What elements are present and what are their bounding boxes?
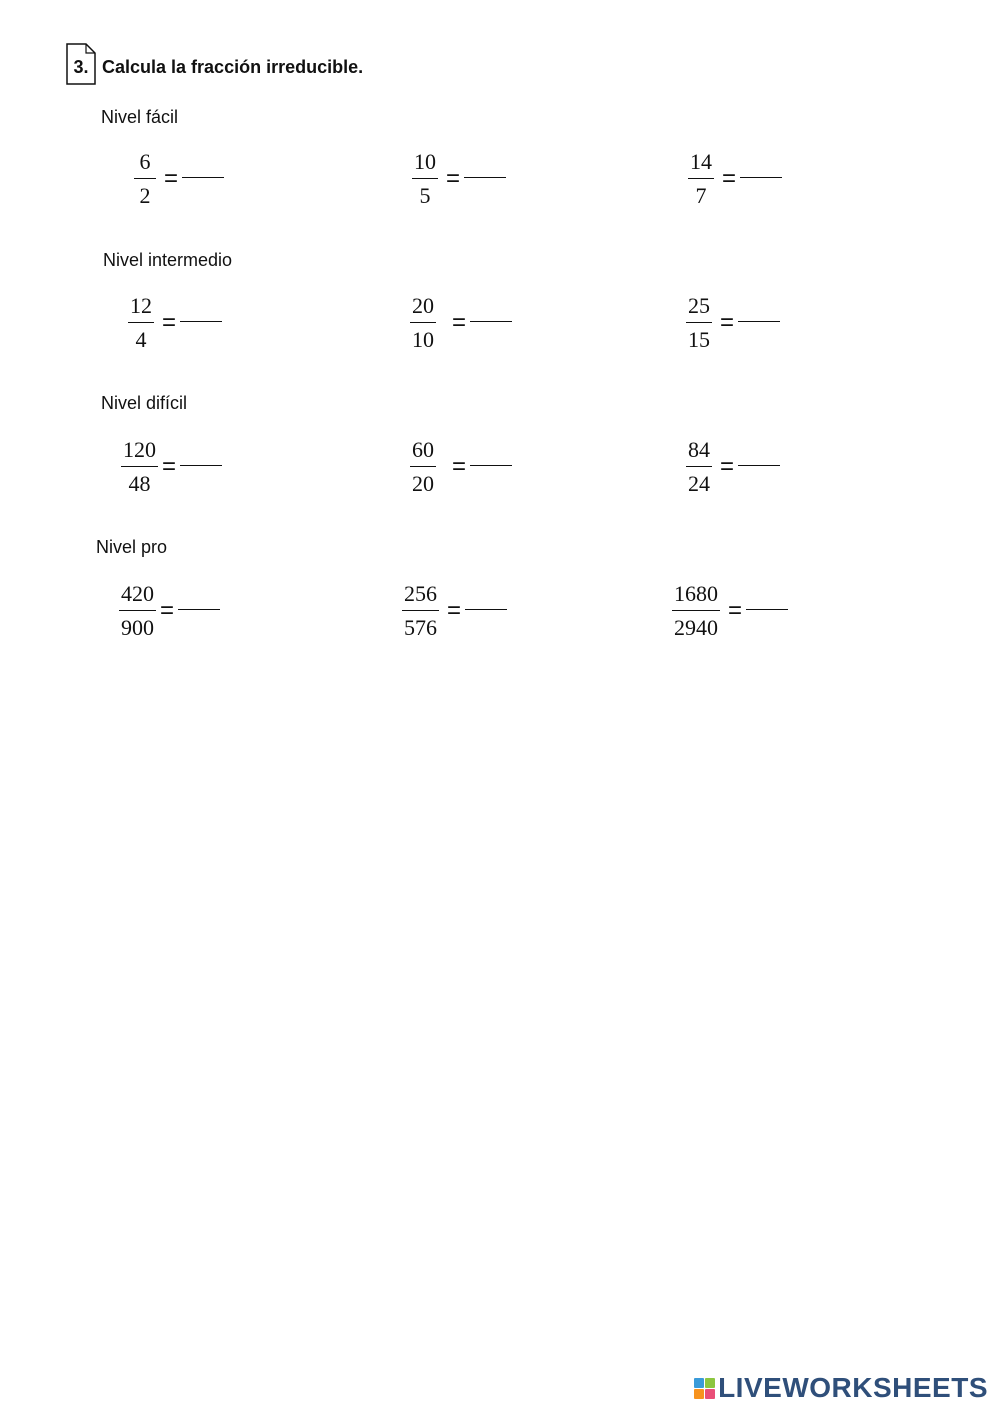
fraction: [128, 295, 154, 351]
level-label-facil: Nivel fácil: [101, 107, 179, 127]
answer-input[interactable]: [180, 321, 222, 322]
fraction: [410, 439, 436, 495]
fraction: [402, 583, 439, 639]
exercise-item: [412, 144, 506, 214]
exercise-item: [410, 432, 512, 502]
fraction: [686, 295, 712, 351]
logo-text: LIVEWORKSHEETS: [718, 1372, 988, 1403]
fraction-numerator: 14: [688, 151, 714, 179]
logo-square-icon: [694, 1389, 704, 1399]
logo-square-icon: [705, 1389, 715, 1399]
exercise-header: [66, 42, 363, 86]
fraction-denominator: 2940: [674, 615, 718, 640]
fraction: [410, 295, 436, 351]
logo-square-icon: [705, 1378, 715, 1388]
fraction: [672, 583, 720, 639]
equals-sign: =: [452, 453, 467, 480]
equals-sign: =: [160, 597, 175, 624]
fraction: [119, 583, 156, 639]
fraction-numerator: 25: [686, 295, 712, 323]
exercise-item: [410, 288, 512, 358]
answer-input[interactable]: [738, 321, 780, 322]
fraction-denominator: 15: [688, 327, 710, 352]
fraction-numerator: 6: [134, 151, 156, 179]
exercise-item: [121, 432, 222, 502]
liveworksheets-logo: [694, 1372, 988, 1404]
fraction-denominator: 900: [121, 615, 154, 640]
fraction-denominator: 7: [695, 183, 707, 208]
fraction-numerator: 60: [410, 439, 436, 467]
fraction-numerator: 120: [121, 439, 158, 467]
fraction-numerator: 1680: [672, 583, 720, 611]
equals-sign: =: [162, 453, 177, 480]
equals-sign: =: [452, 309, 467, 336]
fraction-denominator: 576: [404, 615, 437, 640]
answer-input[interactable]: [738, 465, 780, 466]
document-icon: [66, 43, 96, 85]
answer-input[interactable]: [470, 321, 512, 322]
level-label-intermedio: Nivel intermedio: [103, 250, 233, 270]
equals-sign: =: [162, 309, 177, 336]
fraction-denominator: 20: [412, 471, 434, 496]
exercise-item: [672, 576, 788, 646]
fraction-denominator: 5: [419, 183, 431, 208]
fraction: [134, 151, 156, 207]
fraction-denominator: 10: [412, 327, 434, 352]
exercise-item: [128, 288, 222, 358]
exercise-item: [688, 144, 782, 214]
fraction-numerator: 256: [402, 583, 439, 611]
exercise-item: [134, 144, 224, 214]
fraction: [686, 439, 712, 495]
exercise-item: [686, 432, 780, 502]
equals-sign: =: [722, 165, 737, 192]
answer-input[interactable]: [178, 609, 220, 610]
answer-input[interactable]: [180, 465, 222, 466]
exercise-title: Calcula la fracción irreducible.: [102, 56, 364, 77]
fraction: [412, 151, 438, 207]
fraction-numerator: 420: [119, 583, 156, 611]
answer-input[interactable]: [465, 609, 507, 610]
fraction-numerator: 84: [686, 439, 712, 467]
fraction-denominator: 48: [128, 471, 151, 496]
logo-square-icon: [694, 1378, 704, 1388]
equals-sign: =: [164, 165, 179, 192]
fraction-numerator: 10: [412, 151, 438, 179]
answer-input[interactable]: [464, 177, 506, 178]
fraction-numerator: 12: [128, 295, 154, 323]
answer-input[interactable]: [746, 609, 788, 610]
logo-icon: [694, 1378, 715, 1399]
equals-sign: =: [447, 597, 462, 624]
equals-sign: =: [446, 165, 461, 192]
level-label-dificil: Nivel difícil: [101, 393, 188, 413]
fraction: [688, 151, 714, 207]
level-label-pro: Nivel pro: [96, 537, 168, 557]
answer-input[interactable]: [182, 177, 224, 178]
fraction-numerator: 20: [410, 295, 436, 323]
exercise-number: 3.: [73, 57, 89, 77]
equals-sign: =: [728, 597, 743, 624]
equals-sign: =: [720, 309, 735, 336]
answer-input[interactable]: [470, 465, 512, 466]
exercise-item: [119, 576, 220, 646]
exercise-item: [402, 576, 507, 646]
fraction-denominator: 2: [139, 183, 151, 208]
answer-input[interactable]: [740, 177, 782, 178]
exercise-item: [686, 288, 780, 358]
fraction: [121, 439, 158, 495]
fraction-denominator: 4: [135, 327, 147, 352]
equals-sign: =: [720, 453, 735, 480]
fraction-denominator: 24: [688, 471, 710, 496]
